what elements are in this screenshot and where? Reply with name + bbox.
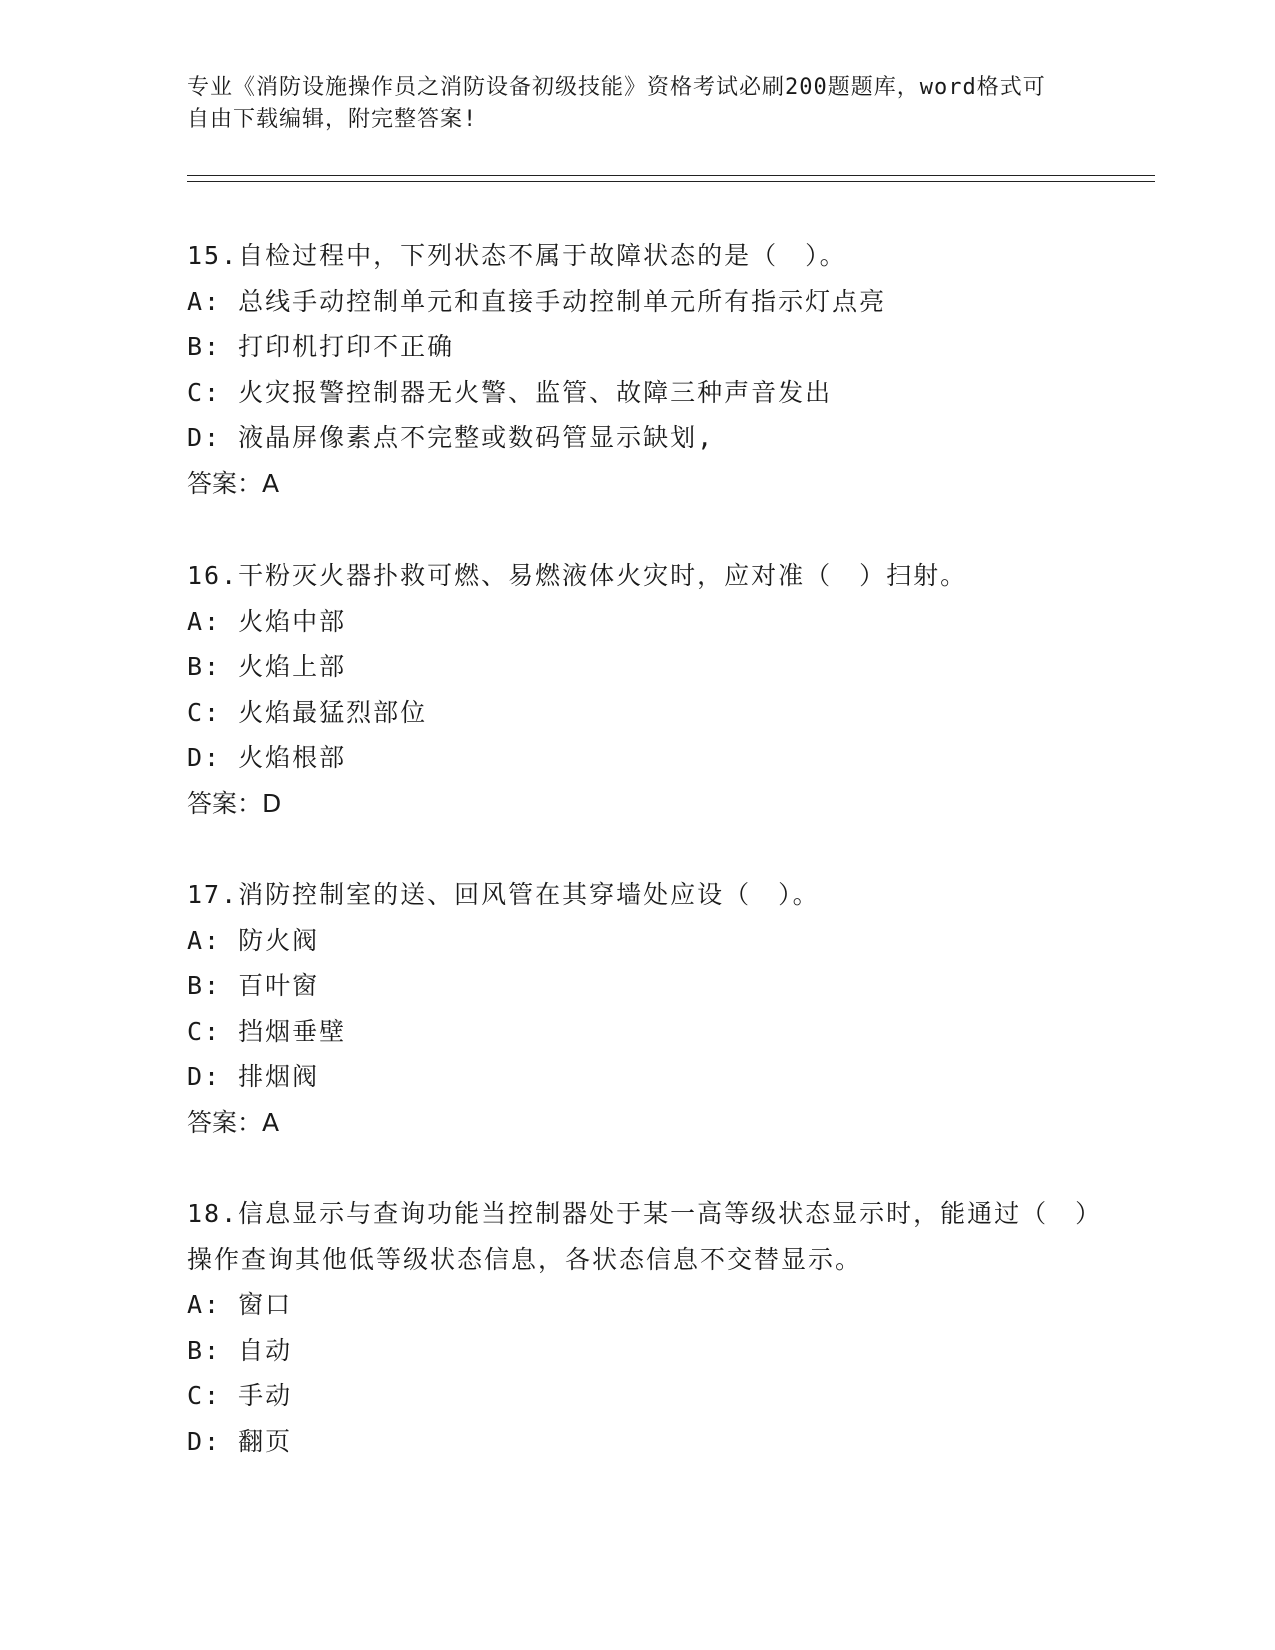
option-a: A: 窗口 [187,1290,293,1319]
option-b: B: 百叶窗 [187,971,320,1000]
option-d: D: 火焰根部 [187,743,347,772]
question-16 [187,553,1107,826]
option-c: C: 火灾报警控制器无火警、监管、故障三种声音发出 [187,377,833,407]
question-17 [187,872,1107,1145]
question-stem: 18.信息显示与查询功能当控制器处于某一高等级状态显示时，能通过（ ）操作查询其他低等级状态信息，各状态信息不交替显示。 [187,1199,1103,1274]
option-c: C: 挡烟垂壁 [187,1016,347,1046]
question-18 [187,1191,1107,1464]
option-d: D: 液晶屏像素点不完整或数码管显示缺划, [187,423,715,452]
option-a: A: 火焰中部 [187,606,347,636]
answer-line: 答案：A [187,468,280,498]
header-divider-top [187,175,1155,176]
option-d: D: 排烟阀 [187,1062,320,1091]
question-stem: 15.自检过程中，下列状态不属于故障状态的是（ ）。 [187,241,847,270]
option-c: C: 手动 [187,1381,293,1410]
header-intro-text: 专业《消防设施操作员之消防设备初级技能》资格考试必刷200题题库，word格式可自由下载编辑，附完整答案! [187,75,1046,132]
option-b: B: 自动 [187,1335,293,1365]
question-stem: 16.干粉灭火器扑救可燃、易燃液体火灾时，应对准（ ）扫射。 [187,561,968,590]
question-stem: 17.消防控制室的送、回风管在其穿墙处应设（ ）。 [187,880,820,909]
answer-line: 答案：A [187,1107,280,1137]
answer-line: 答案：D [187,788,282,818]
header-divider-bottom [187,181,1155,182]
question-15 [187,233,1107,506]
option-b: B: 火焰上部 [187,652,347,681]
option-a: A: 总线手动控制单元和直接手动控制单元所有指示灯点亮 [187,286,887,316]
option-a: A: 防火阀 [187,925,320,955]
option-b: B: 打印机打印不正确 [187,332,455,361]
document-header [187,72,1067,136]
option-c: C: 火焰最猛烈部位 [187,697,428,727]
option-d: D: 翻页 [187,1426,293,1456]
